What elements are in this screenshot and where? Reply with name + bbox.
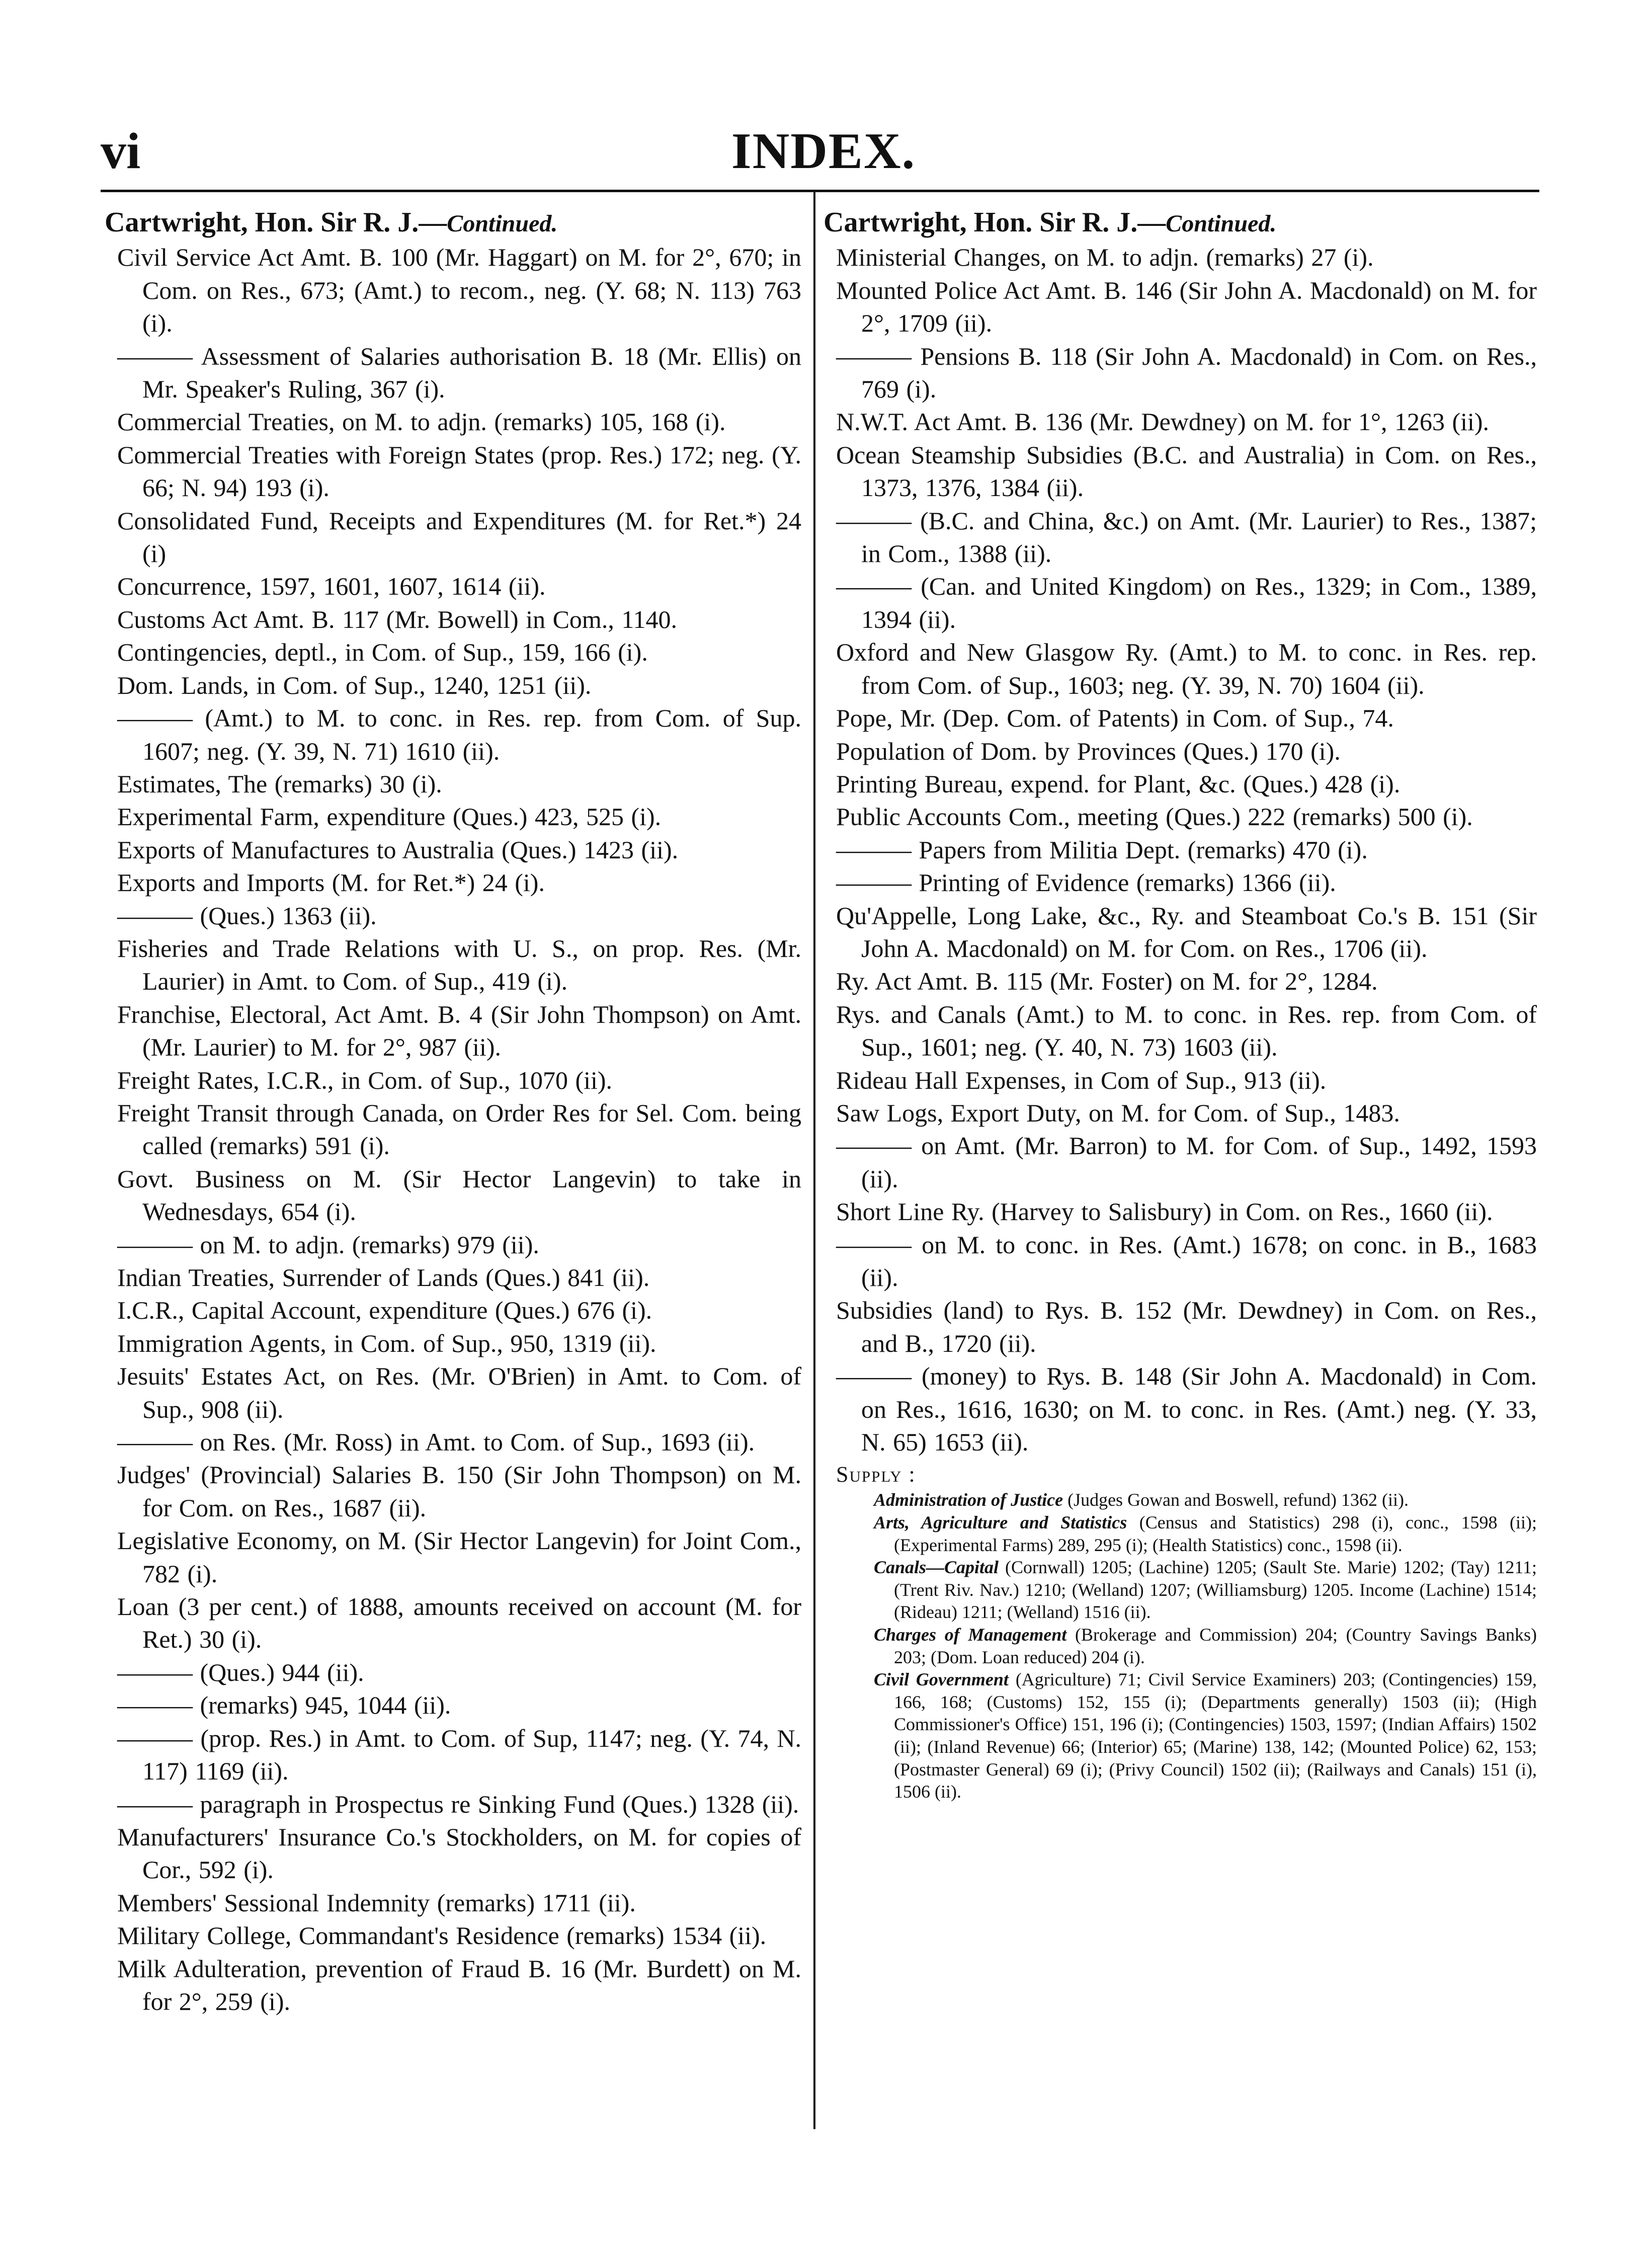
index-entry: Short Line Ry. (Harvey to Salisbury) in Com. on Res., 1660 (ii). <box>836 1197 1493 1226</box>
index-entry: Printing Bureau, expend. for Plant, &c. (Ques.) 428 (i). <box>836 769 1401 798</box>
index-entry: Estimates, The (remarks) 30 (i). <box>117 769 442 798</box>
supply-entry-text: (Census and Statistics) 298 (i), conc., 1598 (ii); (Experimental Farms) 289, 295 (i); (Health Statistics) conc., 1598 (ii). <box>894 1512 1537 1555</box>
index-entry: ——— (prop. Res.) in Amt. to Com. of Sup, 1147; neg. (Y. 74, N. 117) 1169 (ii). <box>117 1724 801 1786</box>
index-entry: Customs Act Amt. B. 117 (Mr. Bowell) in Com., 1140. <box>117 605 677 633</box>
index-entry: Manufacturers' Insurance Co.'s Stockholders, on M. for copies of Cor., 592 (i). <box>117 1822 801 1884</box>
supply-entry-label: Canals—Capital <box>874 1557 999 1578</box>
index-entry: Contingencies, deptl., in Com. of Sup., 159, 166 (i). <box>117 638 648 667</box>
index-entry: Ocean Steamship Subsidies (B.C. and Australia) in Com. on Res., 1373, 1376, 1384 (ii). <box>836 440 1537 502</box>
index-entry: ——— on M. to adjn. (remarks) 979 (ii). <box>117 1230 539 1259</box>
index-entry: ——— on M. to conc. in Res. (Amt.) 1678; on conc. in B., 1683 (ii). <box>836 1230 1537 1291</box>
supply-entry <box>824 1556 1537 1624</box>
index-entry: Consolidated Fund, Receipts and Expenditures (M. for Ret.*) 24 (i) <box>117 506 801 568</box>
index-entry: ——— Assessment of Salaries authorisation B. 18 (Mr. Ellis) on Mr. Speaker's Ruling, 367 (i). <box>117 342 801 403</box>
index-entry: Milk Adulteration, prevention of Fraud B. 16 (Mr. Burdett) on M. for 2°, 259 (i). <box>117 1954 801 2015</box>
index-entry: Civil Service Act Amt. B. 100 (Mr. Haggart) on M. for 2°, 670; in Com. on Res., 673; (Amt.) to recom., neg. (Y. 68; N. 113) 763 (i). <box>117 243 801 338</box>
index-entry: ——— paragraph in Prospectus re Sinking Fund (Ques.) 1328 (ii). <box>117 1790 799 1818</box>
supply-entry-label: Civil Government <box>874 1669 1009 1690</box>
index-entry: Experimental Farm, expenditure (Ques.) 423, 525 (i). <box>117 802 662 831</box>
index-entry: Indian Treaties, Surrender of Lands (Ques.) 841 (ii). <box>117 1263 650 1291</box>
supply-entry-text: (Agriculture) 71; Civil Service Examiners) 203; (Contingencies) 159, 166, 168; (Customs) 152, 155 (i); (Departments generally) 1503 (ii); (High Commissioner's Office) 151, 196 (i); (Contingencies) 1503, 1597; (Indian Affairs) 1502 (ii); (Inland Revenue) 66; (Interior) 65; (Marine) 138, 142; (Mounted Police) 62, 153; (Postmaster General) 69 (i); (Privy Council) 1502 (ii); (Railways and Canals) 151 (i), 1506 (ii). <box>894 1669 1537 1802</box>
index-entry: Exports and Imports (M. for Ret.*) 24 (i). <box>117 868 545 897</box>
supply-entry <box>824 1624 1537 1668</box>
index-entry: ——— (Can. and United Kingdom) on Res., 1329; in Com., 1389, 1394 (ii). <box>836 572 1537 633</box>
right-column-heading <box>824 206 1537 240</box>
page-number: vi <box>101 123 141 180</box>
index-entry: ——— on Res. (Mr. Ross) in Amt. to Com. of Sup., 1693 (ii). <box>117 1428 755 1456</box>
index-entry: Fisheries and Trade Relations with U. S., on prop. Res. (Mr. Laurier) in Amt. to Com. of Sup., 419 (i). <box>117 934 801 996</box>
supply-entry-label: Charges of Management <box>874 1625 1067 1645</box>
index-entry: ——— (Ques.) 944 (ii). <box>117 1658 364 1686</box>
heading-name: Cartwright, Hon. Sir R. J.— <box>824 207 1166 238</box>
index-entry: ——— (money) to Rys. B. 148 (Sir John A. Macdonald) in Com. on Res., 1616, 1630; on M. to conc. in Res. (Amt.) neg. (Y. 33, N. 65) 1653 (ii). <box>836 1362 1537 1456</box>
left-entries-list <box>105 241 801 2018</box>
supply-entry-text: (Judges Gowan and Boswell, refund) 1362 (ii). <box>1063 1490 1409 1510</box>
supply-entry-text: (Cornwall) 1205; (Lachine) 1205; (Sault Ste. Marie) 1202; (Tay) 1211; (Trent Riv. Nav.) 1210; (Welland) 1207; (Williamsburg) 1205. Income (Lachine) 1514; (Rideau) 1211; (Welland) 1516 (ii). <box>894 1557 1537 1623</box>
supply-entries-list <box>824 1489 1537 1803</box>
index-entry: Oxford and New Glasgow Ry. (Amt.) to M. to conc. in Res. rep. from Com. of Sup., 1603; neg. (Y. 39, N. 70) 1604 (ii). <box>836 638 1537 699</box>
left-column-heading <box>105 206 801 240</box>
index-entry: N.W.T. Act Amt. B. 136 (Mr. Dewdney) on M. for 1°, 1263 (ii). <box>836 408 1490 436</box>
index-entry: Franchise, Electoral, Act Amt. B. 4 (Sir John Thompson) on Amt. (Mr. Laurier) to M. for 2°, 987 (ii). <box>117 1000 801 1062</box>
index-entry: ——— Papers from Militia Dept. (remarks) 470 (i). <box>836 835 1368 864</box>
index-entry: Judges' (Provincial) Salaries B. 150 (Sir John Thompson) on M. for Com. on Res., 1687 (ii). <box>117 1461 801 1522</box>
index-entry: Rideau Hall Expenses, in Com of Sup., 913 (ii). <box>836 1066 1327 1094</box>
index-entry: ——— Pensions B. 118 (Sir John A. Macdonald) in Com. on Res., 769 (i). <box>836 342 1537 403</box>
index-entry: ——— (B.C. and China, &c.) on Amt. (Mr. Laurier) to Res., 1387; in Com., 1388 (ii). <box>836 506 1537 568</box>
supply-entry <box>824 1668 1537 1803</box>
index-entry: Govt. Business on M. (Sir Hector Langevin) to take in Wednesdays, 654 (i). <box>117 1164 801 1226</box>
index-entry: Subsidies (land) to Rys. B. 152 (Mr. Dewdney) in Com. on Res., and B., 1720 (ii). <box>836 1296 1537 1357</box>
index-entry: Public Accounts Com., meeting (Ques.) 222 (remarks) 500 (i). <box>836 802 1473 831</box>
index-entry: Pope, Mr. (Dep. Com. of Patents) in Com. of Sup., 74. <box>836 704 1394 733</box>
supply-entry <box>824 1489 1537 1511</box>
index-entry: Concurrence, 1597, 1601, 1607, 1614 (ii). <box>117 572 546 601</box>
right-column <box>824 206 1537 1803</box>
index-entry: Commercial Treaties with Foreign States (prop. Res.) 172; neg. (Y. 66; N. 94) 193 (i). <box>117 440 801 502</box>
index-entry: ——— on Amt. (Mr. Barron) to M. for Com. of Sup., 1492, 1593 (ii). <box>836 1131 1537 1193</box>
supply-entry-text: (Brokerage and Commission) 204; (Country Savings Banks) 203; (Dom. Loan reduced) 204 (i). <box>894 1625 1537 1667</box>
index-entry: ——— (Ques.) 1363 (ii). <box>117 901 377 930</box>
index-entry: Exports of Manufactures to Australia (Ques.) 1423 (ii). <box>117 835 679 864</box>
supply-entry-label: Administration of Justice <box>874 1490 1063 1510</box>
column-divider <box>813 192 815 2129</box>
index-entry: Mounted Police Act Amt. B. 146 (Sir John A. Macdonald) on M. for 2°, 1709 (ii). <box>836 276 1537 338</box>
index-entry: Freight Transit through Canada, on Order Res for Sel. Com. being called (remarks) 591 (i). <box>117 1098 801 1160</box>
page-title: INDEX. <box>731 123 916 180</box>
index-entry: Jesuits' Estates Act, on Res. (Mr. O'Brien) in Amt. to Com. of Sup., 908 (ii). <box>117 1362 801 1423</box>
index-entry: Ministerial Changes, on M. to adjn. (remarks) 27 (i). <box>836 243 1374 272</box>
index-entry: Population of Dom. by Provinces (Ques.) 170 (i). <box>836 737 1341 765</box>
index-entry: Dom. Lands, in Com. of Sup., 1240, 1251 (ii). <box>117 671 592 699</box>
heading-continued: Continued. <box>1166 210 1277 237</box>
index-entry: Freight Rates, I.C.R., in Com. of Sup., 1070 (ii). <box>117 1066 613 1094</box>
index-entry: I.C.R., Capital Account, expenditure (Ques.) 676 (i). <box>117 1296 652 1325</box>
index-entry: ——— (remarks) 945, 1044 (ii). <box>117 1691 451 1720</box>
index-entry: Saw Logs, Export Duty, on M. for Com. of Sup., 1483. <box>836 1098 1400 1127</box>
supply-heading: Supply : <box>836 1462 916 1487</box>
index-entry: Ry. Act Amt. B. 115 (Mr. Foster) on M. for 2°, 1284. <box>836 967 1378 996</box>
index-entry: ——— (Amt.) to M. to conc. in Res. rep. from Com. of Sup. 1607; neg. (Y. 39, N. 71) 1610 (ii). <box>117 704 801 765</box>
supply-entry-label: Arts, Agriculture and Statistics <box>874 1512 1127 1533</box>
index-entry: Immigration Agents, in Com. of Sup., 950, 1319 (ii). <box>117 1329 656 1357</box>
header-rule <box>101 190 1539 192</box>
supply-entry <box>824 1511 1537 1556</box>
heading-name: Cartwright, Hon. Sir R. J.— <box>105 207 447 238</box>
index-entry: Members' Sessional Indemnity (remarks) 1711 (ii). <box>117 1888 636 1917</box>
index-entry: ——— Printing of Evidence (remarks) 1366 (ii). <box>836 868 1336 897</box>
left-column <box>105 206 801 2018</box>
heading-continued: Continued. <box>447 210 558 237</box>
index-entry: Military College, Commandant's Residence (remarks) 1534 (ii). <box>117 1921 767 1950</box>
index-entry: Commercial Treaties, on M. to adjn. (remarks) 105, 168 (i). <box>117 408 726 436</box>
right-entries-list <box>824 241 1537 1459</box>
index-entry: Qu'Appelle, Long Lake, &c., Ry. and Steamboat Co.'s B. 151 (Sir John A. Macdonald) on M. for Com. on Res., 1706 (ii). <box>836 901 1537 962</box>
index-entry: Rys. and Canals (Amt.) to M. to conc. in Res. rep. from Com. of Sup., 1601; neg. (Y. 40, N. 73) 1603 (ii). <box>836 1000 1537 1062</box>
index-entry: Legislative Economy, on M. (Sir Hector Langevin) for Joint Com., 782 (i). <box>117 1526 801 1588</box>
index-entry: Loan (3 per cent.) of 1888, amounts received on account (M. for Ret.) 30 (i). <box>117 1592 801 1654</box>
